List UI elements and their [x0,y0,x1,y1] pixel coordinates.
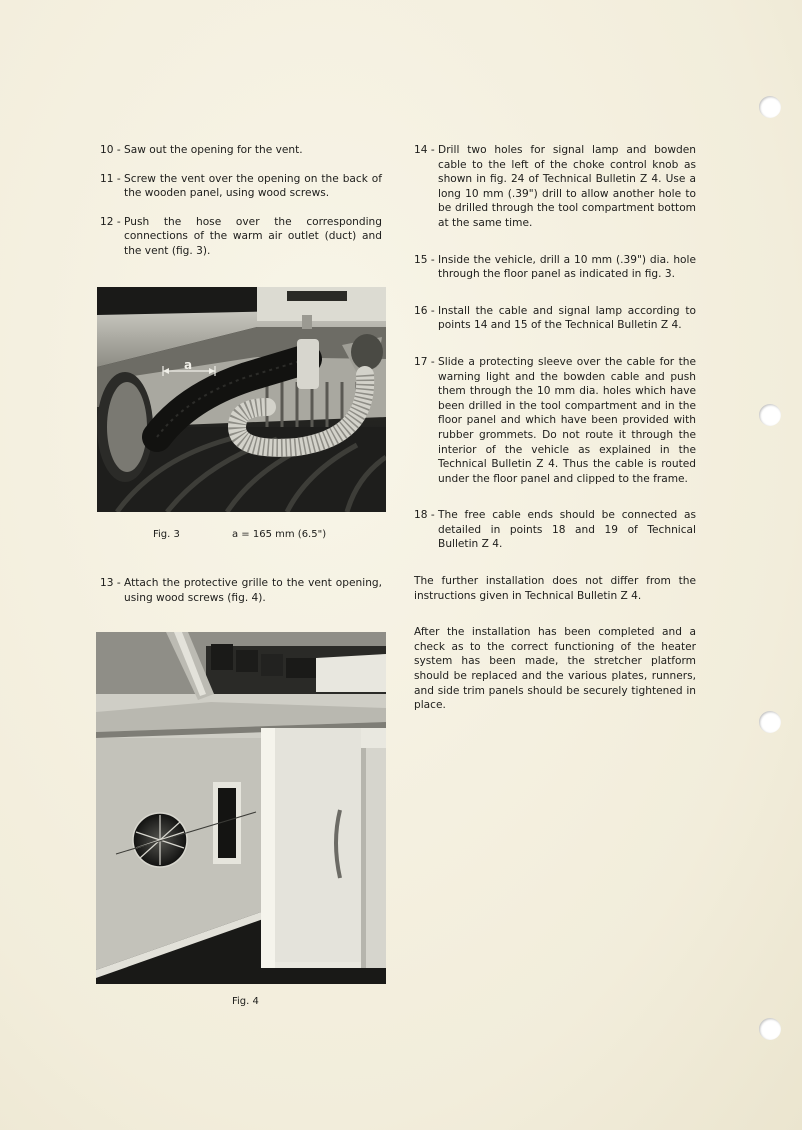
step-text: Install the cable and signal lamp according to points 14 and 15 of the Technical Bulletin Z 4. [438,304,696,332]
figure-4-caption-label: Fig. 4 [232,996,259,1007]
step-number: 12 - [100,215,125,228]
punch-hole [759,404,781,426]
step-15 [414,253,696,282]
right-column [414,143,696,713]
step-16 [414,304,696,333]
step-number: 10 - [100,144,125,156]
step-text: Push the hose over the corresponding connections of the warm air outlet (duct) and the vent (fig. 3). [124,215,382,257]
dimension-marker-label: a [184,358,193,372]
step-number: 13 - [100,577,125,589]
figure-3-illustration [97,287,386,512]
figure-4-illustration [96,632,386,984]
step-12 [100,215,382,259]
step-text: Inside the vehicle, drill a 10 mm (.39") dia. hole through the floor panel as indicated in fig. 3. [438,253,696,281]
step-number: 17 - [414,355,439,368]
step-14 [414,143,696,231]
punch-hole [759,96,781,118]
step-number: 11 - [100,172,125,185]
step-text: Drill two holes for signal lamp and bowden cable to the left of the choke control knob as shown in fig. 24 of Technical Bulletin Z 4. Use a long 10 mm (.39") drill to allow another hole to be drilled through the tool compartment bottom at the same time. [438,144,696,229]
step-11 [100,172,382,201]
figure-4-photo [96,632,386,984]
step-13-item [100,576,382,605]
step-number: 14 - [414,144,439,156]
step-text: Screw the vent over the opening on the back of the wooden panel, using wood screws. [124,172,382,200]
figure-3-caption-label: Fig. 3 [153,529,180,540]
paragraph-further-installation: The further installation does not differ from the instructions given in Technical Bulletin Z 4. [414,575,696,602]
steps-10-12 [100,143,382,259]
punch-hole [759,711,781,733]
step-text: Saw out the opening for the vent. [124,144,303,156]
step-text: Slide a protecting sleeve over the cable for the warning light and the bowden cable and push them through the 10 mm dia. holes which have been drilled in the tool compartment and in the floor panel and which have been provided with rubber grommets. Do not route it through the interior of the vehicle as explained in the Technical Bulletin Z 4. Thus the cable is routed under the floor panel and clipped to the frame. [438,355,696,485]
step-18 [414,508,696,552]
step-number: 16 - [414,304,439,317]
step-17 [414,355,696,486]
step-text: Attach the protective grille to the vent opening, using wood screws (fig. 4). [124,577,382,604]
step-13 [100,576,382,605]
paragraph-after-installation: After the installation has been completed and a check as to the correct functioning of the heater system has been made, the stretcher platform should be replaced and the various plates, runners, and side trim panels should be securely tightened in place. [414,626,696,712]
step-number: 18 - [414,509,439,522]
step-text: The free cable ends should be connected as detailed in points 18 and 19 of Technical Bulletin Z 4. [438,509,696,551]
figure-3-photo [97,287,386,512]
step-10 [100,143,382,158]
punch-hole [759,1018,781,1040]
step-number: 15 - [414,253,439,266]
figure-3-caption-dimension: a = 165 mm (6.5") [232,529,327,540]
